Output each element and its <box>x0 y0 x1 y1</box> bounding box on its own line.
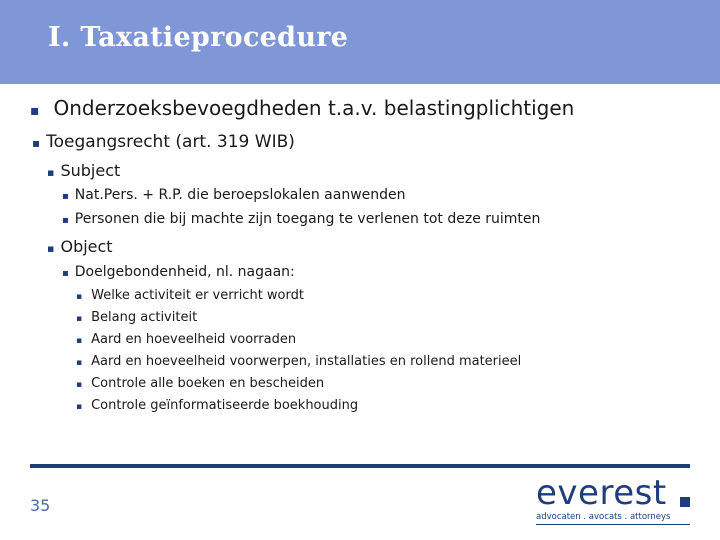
square-bullet-icon: ▪ <box>76 292 83 302</box>
bullet-text: Aard en hoeveelheid voorraden <box>91 332 297 347</box>
bullet-text: Toegangsrecht (art. 319 WIB) <box>46 132 295 152</box>
square-bullet-icon: ▪ <box>76 314 83 324</box>
square-bullet-icon: ▪ <box>47 242 55 255</box>
bullet-level0 <box>30 96 574 120</box>
square-bullet-icon: ▪ <box>32 136 41 150</box>
bullet-text: Subject <box>60 161 121 180</box>
bullet-level3 <box>62 264 295 280</box>
logo-wordmark: everest <box>536 473 667 513</box>
bullet-text: Doelgebondenheid, nl. nagaan: <box>74 264 295 280</box>
bullet-text: Aard en hoeveelheid voorwerpen, installaties en rollend materieel <box>91 354 522 369</box>
slide-title: I. Taxatieprocedure <box>48 22 349 53</box>
square-bullet-icon: ▪ <box>62 268 69 279</box>
bullet-text: Object <box>60 237 113 256</box>
footer-divider <box>30 464 690 468</box>
bullet-text: Belang activiteit <box>91 310 198 325</box>
bullet-level4 <box>76 398 358 413</box>
bullet-text: Nat.Pers. + R.P. die beroepslokalen aanwenden <box>74 187 406 203</box>
bullet-level3 <box>62 187 406 203</box>
logo-square-icon <box>680 497 690 507</box>
bullet-level4 <box>76 376 324 391</box>
logo-tagline: advocaten . avocats . attorneys <box>536 512 671 522</box>
bullet-level4 <box>76 288 304 303</box>
square-bullet-icon: ▪ <box>76 358 83 368</box>
bullet-text: Controle geïnformatiseerde boekhouding <box>91 398 359 413</box>
bullet-level3 <box>62 211 540 227</box>
square-bullet-icon: ▪ <box>30 103 40 119</box>
bullet-level2 <box>47 161 120 180</box>
bullet-text: Welke activiteit er verricht wordt <box>91 288 304 303</box>
square-bullet-icon: ▪ <box>62 215 69 226</box>
bullet-level2 <box>47 237 113 256</box>
square-bullet-icon: ▪ <box>76 402 83 412</box>
square-bullet-icon: ▪ <box>76 336 83 346</box>
page-number: 35 <box>30 496 51 515</box>
bullet-level4 <box>76 332 296 347</box>
bullet-level4 <box>76 354 521 369</box>
square-bullet-icon: ▪ <box>47 166 55 179</box>
bullet-text: Onderzoeksbevoegdheden t.a.v. belastingplichtigen <box>53 96 575 120</box>
bullet-text: Controle alle boeken en bescheiden <box>91 376 325 391</box>
bullet-level1 <box>32 132 295 152</box>
bullet-text: Personen die bij machte zijn toegang te verlenen tot deze ruimten <box>74 211 541 227</box>
title-bar <box>0 0 720 84</box>
square-bullet-icon: ▪ <box>76 380 83 390</box>
logo-underline <box>536 524 690 525</box>
everest-logo <box>536 474 692 528</box>
bullet-level4 <box>76 310 197 325</box>
square-bullet-icon: ▪ <box>62 191 69 202</box>
